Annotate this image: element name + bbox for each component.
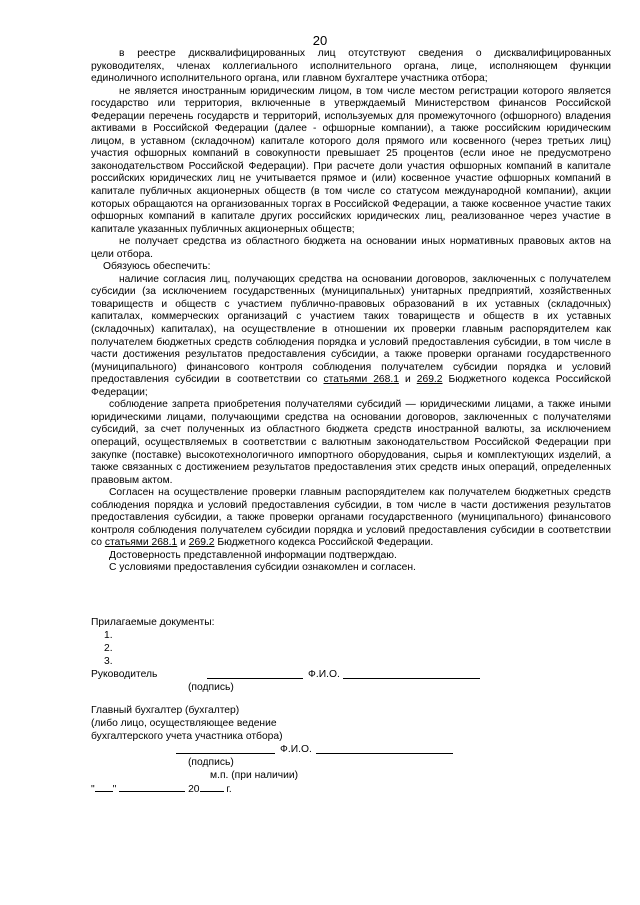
paragraph-acquainted: С условиями предоставления субсидии ознакомлен и согласен. (109, 562, 416, 574)
paragraph-agree-inspection (91, 487, 611, 550)
date-close-quote: " (112, 784, 117, 795)
date-month-field[interactable] (119, 782, 185, 792)
head-sign-caption: (подпись) (188, 682, 234, 693)
stamp-note: м.п. (при наличии) (210, 770, 299, 781)
link-article-269-2[interactable]: 269.2 (188, 537, 215, 549)
conjunction: и (177, 537, 189, 549)
accountant-fio-field[interactable] (316, 744, 453, 757)
date-suffix: г. (226, 784, 232, 795)
paragraph-confirm-accuracy: Достоверность представленной информации подтверждаю. (109, 549, 397, 561)
link-article-268-1[interactable]: статьями 268.1 (104, 537, 178, 549)
page-number: 20 (312, 33, 328, 48)
attachment-item: 3. (104, 656, 113, 667)
link-article-269-2[interactable]: 269.2 (416, 374, 443, 386)
accountant-title-line: бухгалтерского учета участника отбора) (91, 731, 283, 742)
link-article-268-1[interactable]: статьями 268.1 (323, 374, 399, 386)
document-body (91, 48, 611, 575)
accountant-title-line: Главный бухгалтер (бухгалтер) (91, 705, 240, 716)
consent-text: наличие согласия лиц, получающих средства на основании договоров, заключенных с получателем субсидии (за исключением государственных (муниципальных) унитарных предприятий, хозяйственных товариществ и обществ с участием публично-правовых образований в их уставных (складочных) капиталах, коммерческих организаций с участием таких товариществ и обществ в их уставных (складочных) капиталах), на осуществление в отношении их проверки главным распорядителем как получателем бюджетных средств соблюдения порядка и условий предоставления субсидии, в том числе в части достижения результатов предоставления субсидии, а также проверки органами государственного (муниципального) финансового контроля соблюдения получателем субсидии порядка и условий предоставления субсидии в соответствии со (91, 273, 611, 386)
attachments-label: Прилагаемые документы: (91, 617, 215, 628)
attachment-item: 1. (104, 630, 113, 641)
accountant-signature-field[interactable] (176, 744, 275, 757)
head-signature-field[interactable] (207, 669, 303, 682)
consent-text-end: Бюджетного кодекса Российской Федерации; (91, 374, 611, 398)
date-open-quote: " (91, 784, 95, 795)
head-fio-label: Ф.И.О. (308, 669, 340, 680)
paragraph-consent-of-persons (91, 274, 611, 399)
conjunction: и (398, 374, 417, 386)
paragraph-no-other-funds: не получает средства из областного бюджета на основании иных нормативных правовых актов на цели отбора. (91, 236, 611, 260)
date-year-field[interactable] (200, 782, 224, 792)
accountant-title-line: (либо лицо, осуществляющее ведение (91, 718, 277, 729)
paragraph-disqualified-registry: в реестре дисквалифицированных лиц отсутствуют сведения о дисквалифицированных руководителях, членах коллегиального исполнительного органа, лице, исполняющем функции единоличного исполнительного органа, или главном бухгалтере участника отбора; (91, 48, 611, 85)
head-fio-field[interactable] (343, 669, 480, 682)
date-line (91, 782, 232, 795)
accountant-fio-label: Ф.И.О. (280, 744, 312, 755)
agree-text: Согласен на осуществление проверки главным распорядителем как получателем бюджетных средств соблюдения порядка и условий предоставления субсидии, в том числе в части достижения результатов предоставления субсидии, а также проверки органами государственного (муниципального) финансового контроля соблюдения получателем субсидии порядка и условий предоставления субсидии в соответствии со (91, 487, 611, 549)
accountant-sign-caption: (подпись) (188, 757, 234, 768)
paragraph-obligations-heading: Обязуюсь обеспечить: (103, 261, 211, 273)
paragraph-offshore: не является иностранным юридическим лицом, в том числе местом регистрации которого является государство или территория, включенные в утверждаемый Министерством финансов Российской Федерации перечень государств и территорий, используемых для промежуточного (офшорного) владения активами в Российской Федерации (далее - офшорные компании), а также российским юридическим лицом, в уставном (складочном) капитале которого доля прямого или косвенного (через третьих лиц) участия офшорных компаний в совокупности превышает 25 процентов (если иное не предусмотрено законодательством Российской Федерации). При расчете доли участия офшорных компаний в капитале российских юридических лиц не учитывается прямое и (или) косвенное участие офшорных компаний в капитале публичных акционерных обществ (в том числе со статусом международной компании), акции которых обращаются на организованных торгах в Российской Федерации, а также косвенное участие таких офшорных компаний в капитале других российских юридических лиц, реализованное через участие в капитале указанных публичных акционерных обществ; (91, 85, 611, 235)
head-label: Руководитель (91, 669, 158, 680)
date-year-prefix: 20 (188, 784, 200, 795)
date-day-field[interactable] (95, 782, 113, 792)
attachment-item: 2. (104, 643, 113, 654)
agree-text-end: Бюджетного кодекса Российской Федерации. (214, 537, 434, 549)
paragraph-currency-ban: соблюдение запрета приобретения получателями субсидий — юридическими лицами, а также иными юридическими лицами, получающими средства на основании договоров, заключенных с получателями субсидий, за счет полученных из областного бюджета средств иностранной валюты, за исключением операций, осуществляемых в соответствии с валютным законодательством Российской Федерации при закупке (поставке) высокотехнологичного импортного оборудования, сырья и комплектующих изделий, а также связанных с достижением результатов предоставления этих средств иных операций, определенных правовым актом. (91, 399, 611, 486)
